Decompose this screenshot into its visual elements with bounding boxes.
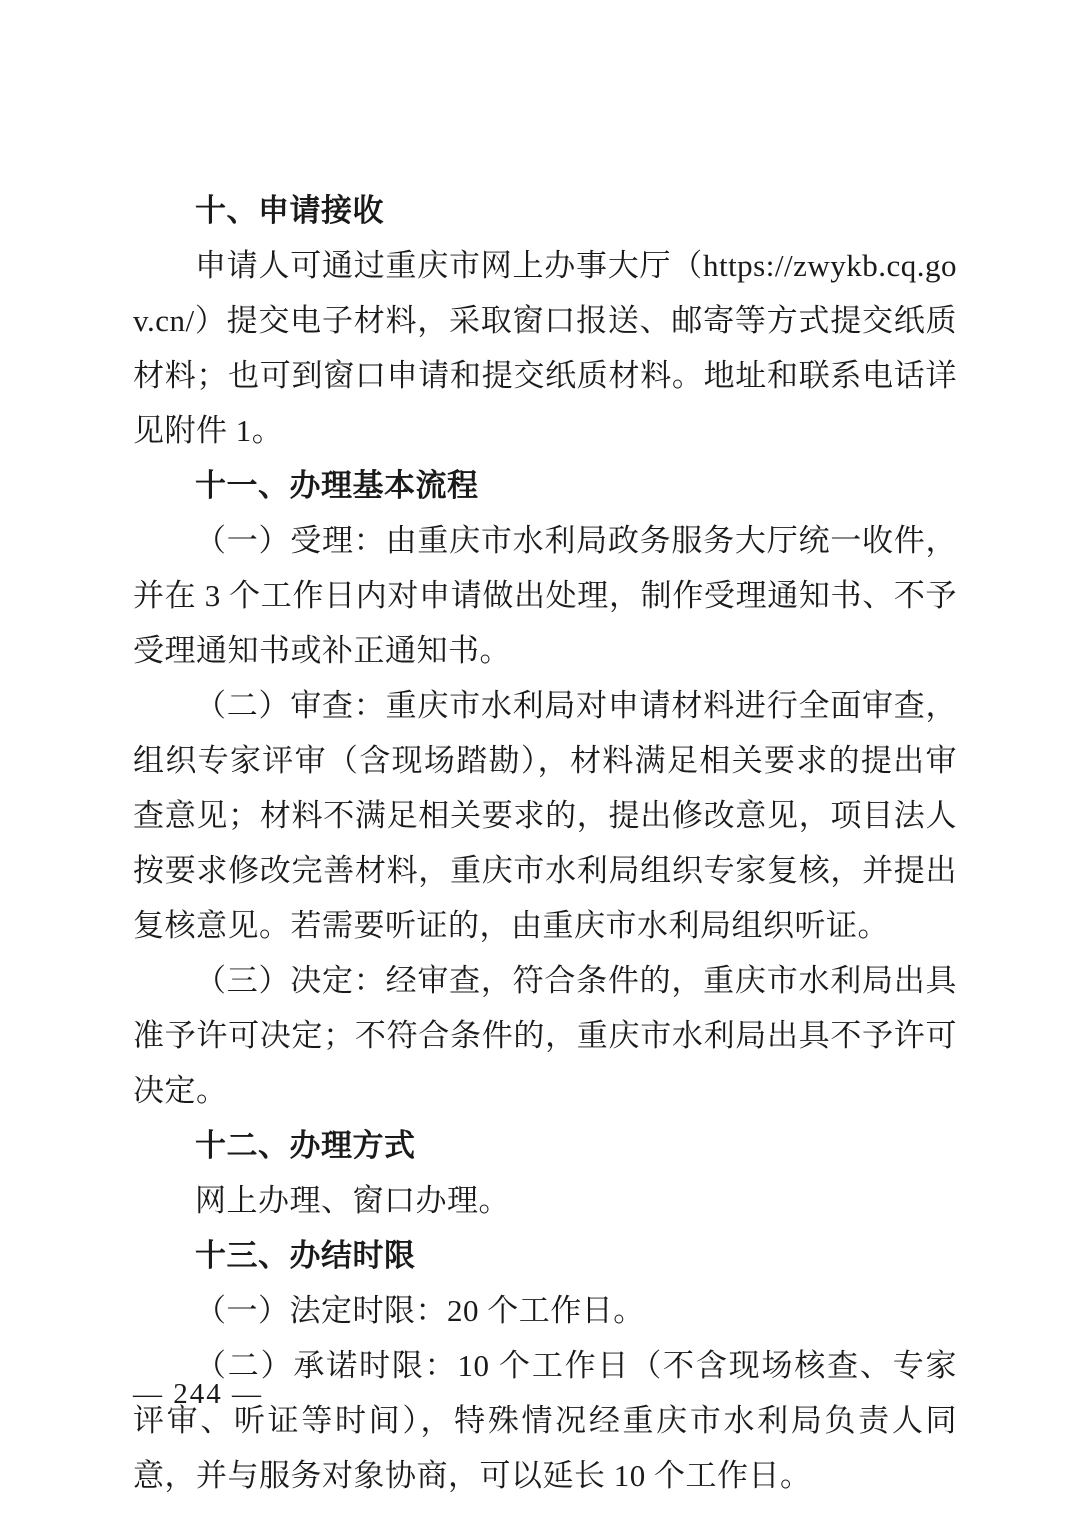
- document-body: [133, 183, 957, 1503]
- section-heading-12-handling-method: 十二、办理方式: [195, 1128, 416, 1163]
- paragraph-handling-method: 网上办理、窗口办理。: [195, 1183, 510, 1218]
- section-heading-13-time-limit: 十三、办结时限: [195, 1238, 416, 1273]
- section-heading-10-application-receipt: 十、申请接收: [195, 193, 384, 228]
- paragraph-process-acceptance: （一）受理：由重庆市水利局政务服务大厅统一收件，并在 3 个工作日内对申请做出处理，制作受理通知书、不予受理通知书或补正通知书。: [133, 523, 957, 668]
- paragraph-statutory-time-limit: （一）法定时限：20 个工作日。: [195, 1293, 645, 1328]
- section-heading-11-basic-process: 十一、办理基本流程: [195, 468, 479, 503]
- paragraph-process-review: （二）审查：重庆市水利局对申请材料进行全面审查，组织专家评审（含现场踏勘），材料满足相关要求的提出审查意见；材料不满足相关要求的，提出修改意见，项目法人按要求修改完善材料，重庆市水利局组织专家复核，并提出复核意见。若需要听证的，由重庆市水利局组织听证。: [133, 688, 957, 943]
- paragraph-process-decision: （三）决定：经审查，符合条件的，重庆市水利局出具准予许可决定；不符合条件的，重庆市水利局出具不予许可决定。: [133, 963, 957, 1108]
- paragraph-application-receipt: 申请人可通过重庆市网上办事大厅（https://zwykb.cq.gov.cn/）提交电子材料，采取窗口报送、邮寄等方式提交纸质材料；也可到窗口申请和提交纸质材料。地址和联系电话详见附件 1。: [133, 248, 957, 448]
- page-number: — 244 —: [133, 1378, 263, 1410]
- paragraph-promised-time-limit: （二）承诺时限：10 个工作日（不含现场核查、专家评审、听证等时间），特殊情况经重庆市水利局负责人同意，并与服务对象协商，可以延长 10 个工作日。: [133, 1348, 957, 1493]
